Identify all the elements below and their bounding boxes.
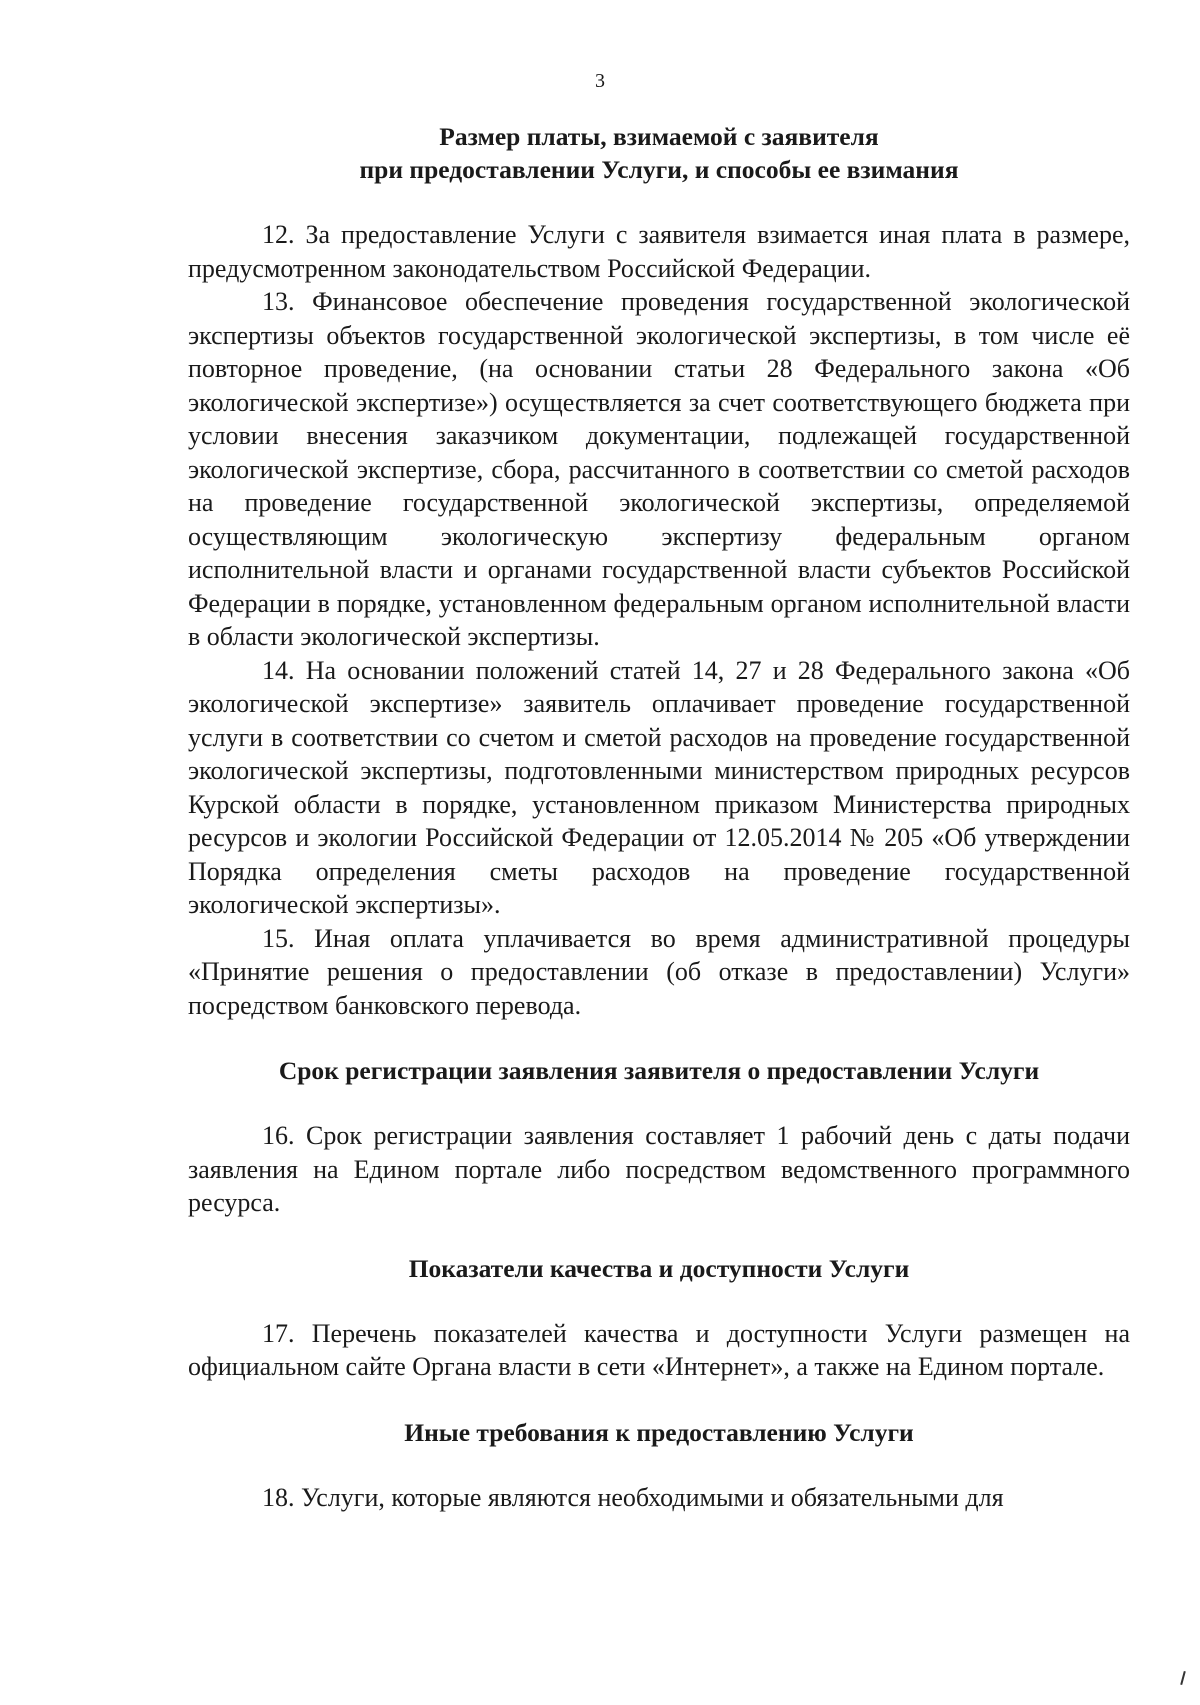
paragraph-14: 14. На основании положений статей 14, 27 и 28 Федерального закона «Об экологической экспертизе» заявитель оплачивает проведение государственной услуги в соответствии со счетом и сметой расходов на проведение государственной экологической экспертизы, подготовленными министерством природных ресурсов Курской области в порядке, установленном приказом Министерства природных ресурсов и экологии Российской Федерации от 12.05.2014 № 205 «Об утверждении Порядка определения сметы расходов на проведение государственной экологической экспертизы». <box>188 655 1130 919</box>
paragraph-17: 17. Перечень показателей качества и доступности Услуги размещен на официальном сайте Органа власти в сети «Интернет», а также на Едином портале. <box>188 1318 1130 1381</box>
heading-line: при предоставлении Услуги, и способы ее взимания <box>359 155 959 184</box>
document-body <box>188 120 1130 1514</box>
scan-mark <box>1180 1671 1186 1685</box>
section-heading-quality: Показатели качества и доступности Услуги <box>408 1253 910 1283</box>
section-heading-fee <box>188 120 1130 186</box>
heading-line: Размер платы, взимаемой с заявителя <box>439 122 879 151</box>
section-heading-other-requirements: Иные требования к предоставлению Услуги <box>404 1417 914 1447</box>
page-number: 3 <box>595 70 605 92</box>
paragraph-18: 18. Услуги, которые являются необходимыми и обязательными для <box>262 1482 1004 1512</box>
paragraph-13: 13. Финансовое обеспечение проведения государственной экологической экспертизы объектов государственной экологической экспертизы, в том числе её повторное проведение, (на основании статьи 28 Федерального закона «Об экологической экспертизе») осуществляется за счет соответствующего бюджета при условии внесения заказчиком документации, подлежащей государственной экологической экспертизе, сбора, рассчитанного в соответствии со сметой расходов на проведение государственной экологической экспертизы, определяемой осуществляющим экологическую экспертизу федеральным органом исполнительной власти и органами государственной власти субъектов Российской Федерации в порядке, установленном федеральным органом исполнительной власти в области экологической экспертизы. <box>188 287 1130 651</box>
paragraph-15: 15. Иная оплата уплачивается во время административной процедуры «Принятие решения о предоставлении (об отказе в предоставлении) Услуги» посредством банковского перевода. <box>188 923 1130 1020</box>
section-heading-registration: Срок регистрации заявления заявителя о предоставлении Услуги <box>278 1056 1040 1085</box>
paragraph-16: 16. Срок регистрации заявления составляет 1 рабочий день с даты подачи заявления на Едином портале либо посредством ведомственного программного ресурса. <box>188 1121 1130 1217</box>
paragraph-12: 12. За предоставление Услуги с заявителя взимается иная плата в размере, предусмотренном законодательством Российской Федерации. <box>188 220 1130 283</box>
